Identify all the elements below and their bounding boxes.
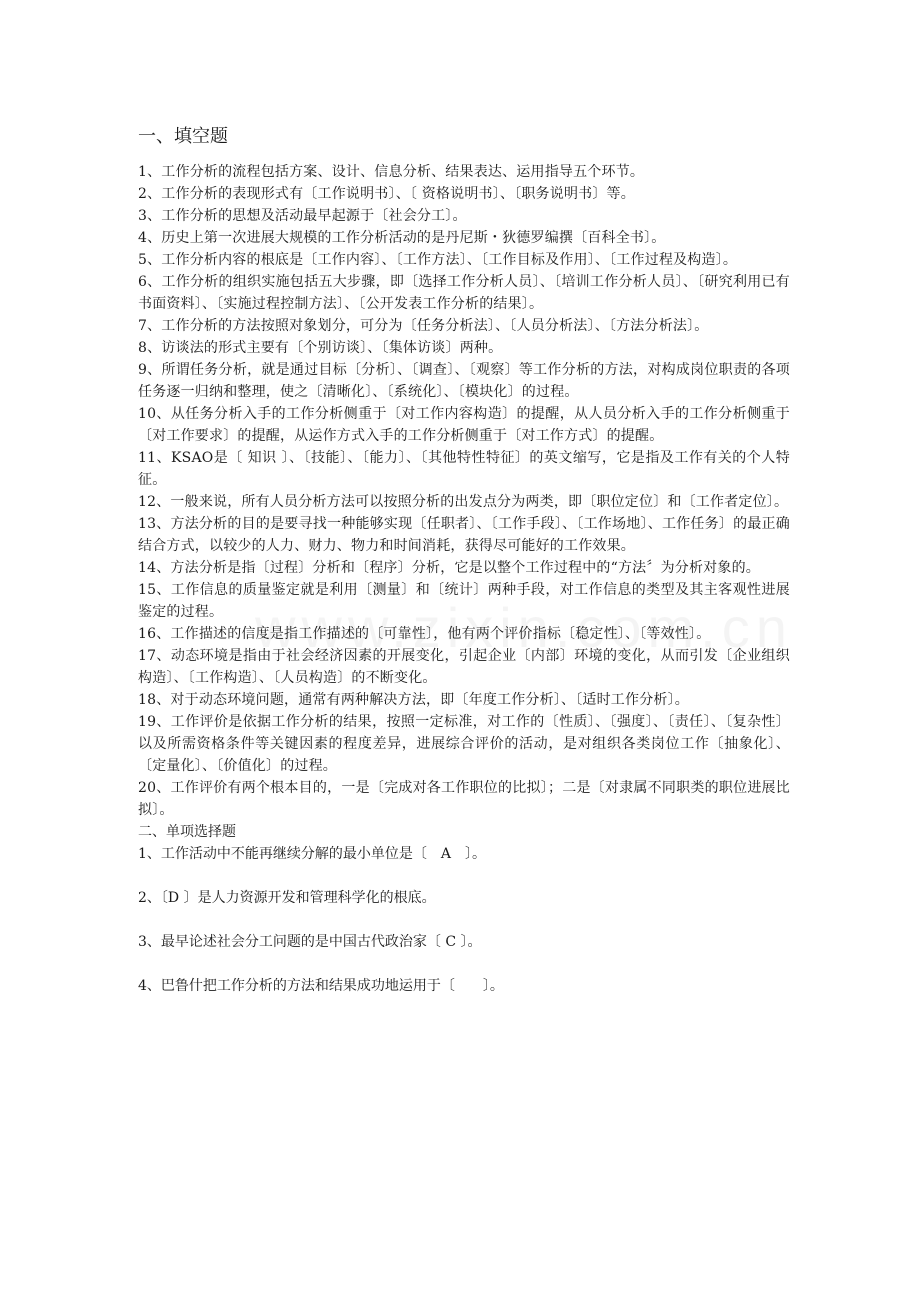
fill-item-6: 6、工作分析的组织实施包括五大步骤，即〔选择工作分析人员〕、〔培训工作分析人员〕、〔研究利用已有书面资料〕、〔实施过程控制方法〕、〔公开发表工作分析的结果〕。 (138, 274, 790, 312)
fill-item-8: 8、访谈法的形式主要有〔个别访谈〕、〔集体访谈〕两种。 (138, 340, 503, 356)
choice-item-3: 3、最早论述社会分工问题的是中国古代政治家〔 C 〕。 (138, 934, 482, 950)
fill-item-4: 4、历史上第一次进展大规模的工作分析活动的是丹尼斯・狄德罗编撰〔百科全书〕。 (138, 230, 666, 246)
section-title-fill-blank: 一、填空题 (138, 126, 228, 147)
fill-item-9: 9、所谓任务分析，就是通过目标〔分析〕、〔调查〕、〔观察〕等工作分析的方法，对构成岗位职责的各项任务逐一归纳和整理，使之〔清晰化〕、〔系统化〕、〔模块化〕的过程。 (138, 362, 790, 400)
fill-item-14: 14、方法分析是指〔过程〕分析和〔程序〕分析，它是以整个工作过程中的“方法〞为分析对象的。 (138, 560, 760, 576)
fill-item-16: 16、工作描述的信度是指工作描述的〔可靠性〕，他有两个评价指标〔稳定性〕、〔等效性〕。 (138, 626, 711, 642)
choice-item-4: 4、巴鲁什把工作分析的方法和结果成功地运用于〔 〕。 (138, 978, 504, 994)
fill-item-19: 19、工作评价是依据工作分析的结果，按照一定标准，对工作的〔性质〕、〔强度〕、〔责任〕、〔复杂性〕以及所需资格条件等关键因素的程度差异，进展综合评价的活动，是对组织各类岗位工作〔抽象化〕、〔定量化〕、〔价值化〕的过程。 (138, 714, 790, 774)
fill-item-20: 20、工作评价有两个根本目的，一是〔完成对各工作职位的比拟〕；二是〔对隶属不同职类的职位进展比拟〕。 (138, 780, 790, 818)
fill-item-3: 3、工作分析的思想及活动最早起源于〔社会分工〕。 (138, 208, 467, 224)
fill-item-13: 13、方法分析的目的是要寻找一种能够实现〔任职者〕、〔工作手段〕、〔工作场地〕、工作任务〕的最正确结合方式，以较少的人力、财力、物力和时间消耗，获得尽可能好的工作效果。 (138, 516, 790, 554)
fill-item-5: 5、工作分析内容的根底是〔工作内容〕、〔工作方法〕、〔工作目标及作用〕、〔工作过程及构造〕。 (138, 252, 738, 268)
fill-item-10: 10、从任务分析入手的工作分析侧重于〔对工作内容构造〕的提醒，从人员分析入手的工作分析侧重于〔对工作要求〕的提醒，从运作方式入手的工作分析侧重于〔对工作方式〕的提醒。 (138, 406, 790, 444)
fill-item-2: 2、工作分析的表现形式有〔工作说明书〕、〔 资格说明书〕、〔职务说明书〕等。 (138, 186, 635, 202)
document-page (138, 125, 790, 1019)
fill-item-11: 11、KSAO是〔 知识 〕、〔技能〕、〔能力〕、〔其他特性特征〕的英文缩写，它是指及工作有关的个人特征。 (138, 450, 790, 488)
choice-item-2: 2、〔D 〕是人力资源开发和管理科学化的根底。 (138, 890, 436, 906)
fill-item-18: 18、对于动态环境问题，通常有两种解决方法，即〔年度工作分析〕、〔适时工作分析〕。 (138, 692, 690, 708)
fill-item-1: 1、工作分析的流程包括方案、设计、信息分析、结果表达、运用指导五个环节。 (138, 164, 645, 180)
fill-item-12: 12、一般来说，所有人员分析方法可以按照分析的出发点分为两类，即〔职位定位〕和〔工作者定位〕。 (138, 494, 789, 510)
choice-item-1: 1、工作活动中不能再继续分解的最小单位是〔 A 〕。 (138, 846, 487, 862)
fill-item-17: 17、动态环境是指由于社会经济因素的开展变化，引起企业〔内部〕环境的变化，从而引发〔企业组织构造〕、〔工作构造〕、〔人员构造〕的不断变化。 (138, 648, 790, 686)
section-title-single-choice: 二、单项选择题 (138, 824, 236, 840)
fill-item-15: 15、工作信息的质量鉴定就是利用〔测量〕和〔统计〕两种手段，对工作信息的类型及其主客观性进展鉴定的过程。 (138, 582, 790, 620)
fill-item-7: 7、工作分析的方法按照对象划分，可分为〔任务分析法〕、〔人员分析法〕、〔方法分析法〕。 (138, 318, 709, 334)
